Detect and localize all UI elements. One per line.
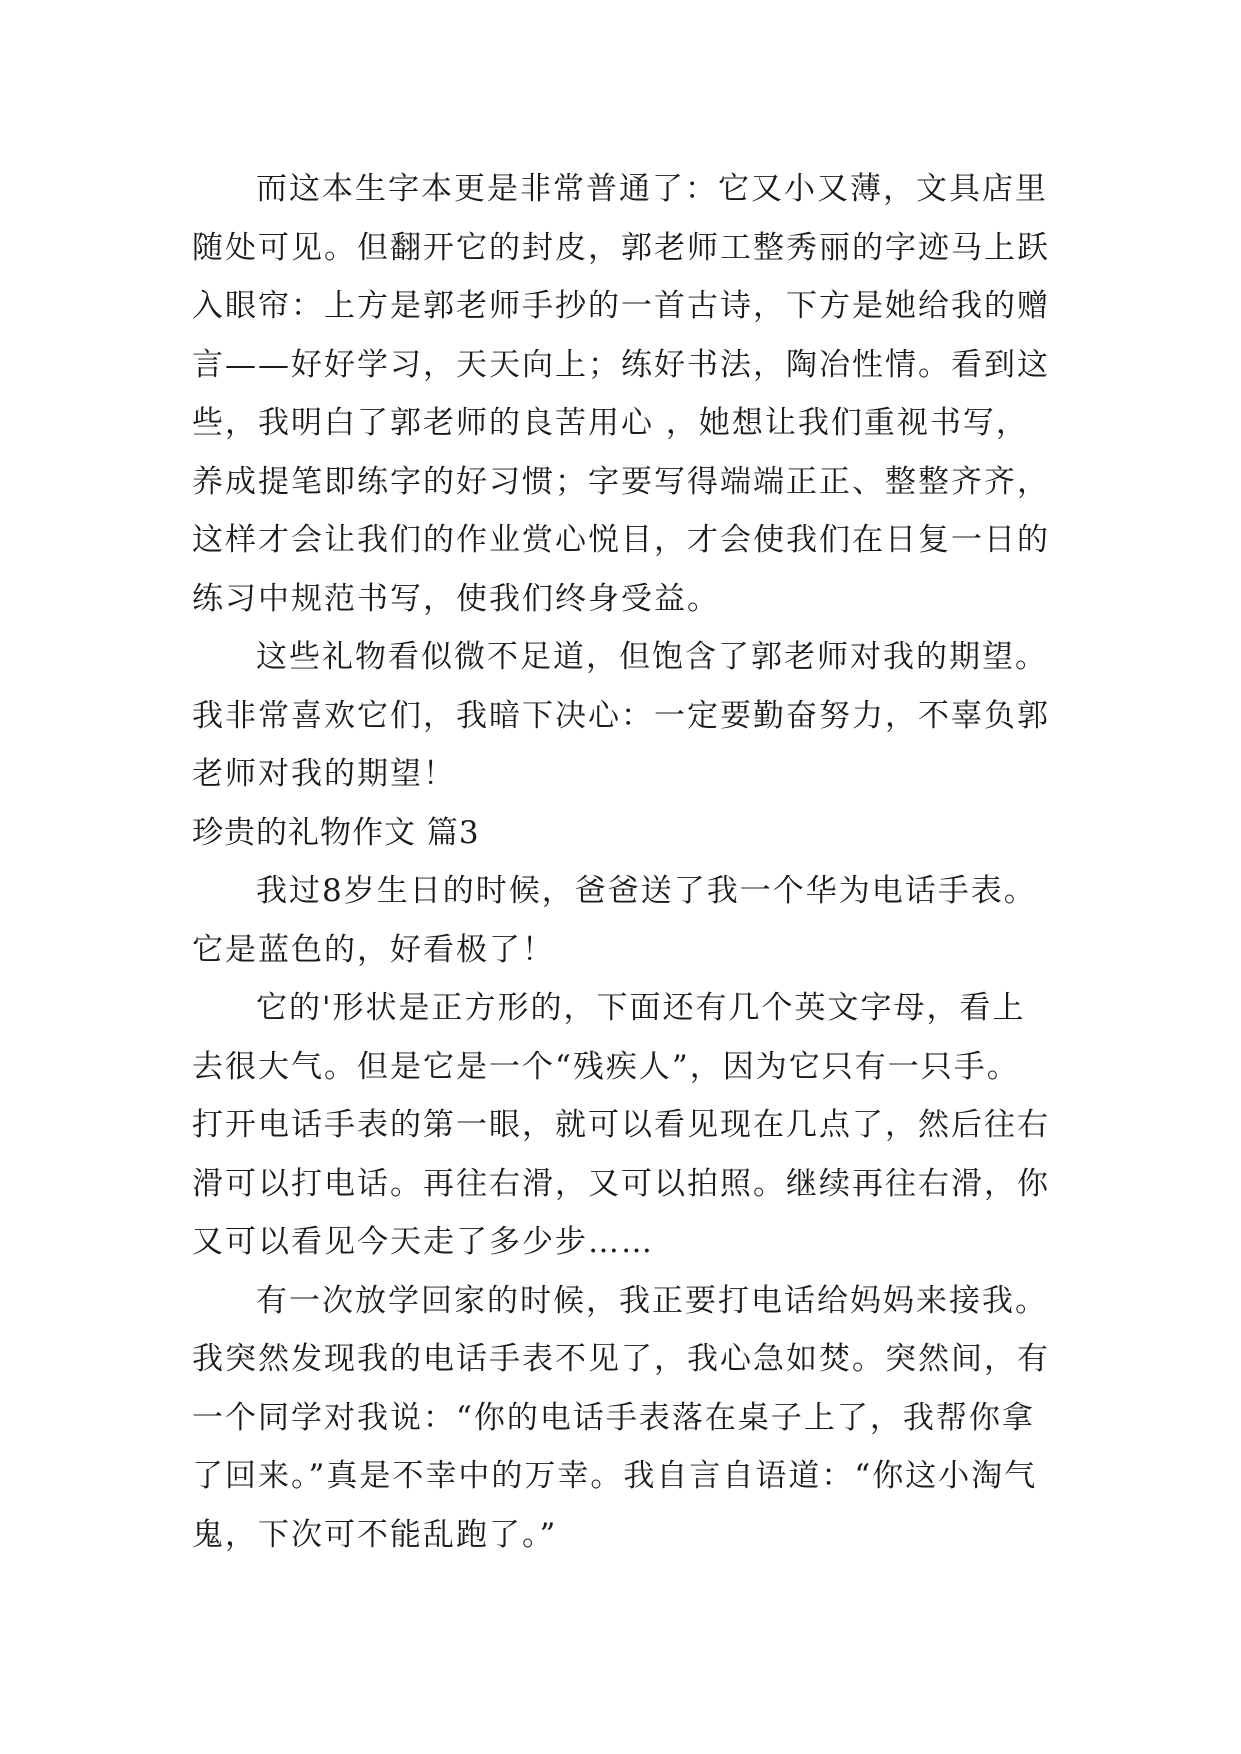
text-line: 言——好好学习，天天向上；练好书法，陶冶性情。看到这 [192, 346, 1050, 383]
text-line: 我过8岁生日的时候，爸爸送了我一个华为电话手表。 [256, 873, 1037, 909]
text-line: 我突然发现我的电话手表不见了，我心急如焚。突然间，有 [192, 1341, 1050, 1377]
text-line: 而这本生字本更是非常普通了：它又小又薄，文具店里 [256, 171, 1048, 207]
text-line: 了回来。”真是不幸中的万幸。我自言自语道：“你这小淘气 [192, 1458, 1038, 1494]
section-heading: 珍贵的礼物作文 篇3 [192, 814, 480, 851]
text-line: 有一次放学回家的时候，我正要打电话给妈妈来接我。 [256, 1282, 1048, 1319]
text-line: 这样才会让我们的作业赏心悦目，才会使我们在日复一日的 [192, 522, 1050, 558]
text-line: 打开电话手表的第一眼，就可以看见现在几点了，然后往右 [192, 1107, 1050, 1143]
text-line: 练习中规范书写，使我们终身受益。 [192, 580, 720, 617]
text-line: 一个同学对我说：“你的电话手表落在桌子上了，我帮你拿 [192, 1399, 1035, 1436]
text-line: 滑可以打电话。再往右滑，又可以拍照。继续再往右滑，你 [192, 1165, 1050, 1202]
text-line: 我非常喜欢它们，我暗下决心：一定要勤奋努力，不辜负郭 [192, 697, 1050, 734]
text-line: 鬼，下次可不能乱跑了。” [192, 1516, 558, 1553]
text-line: 这些礼物看似微不足道，但饱含了郭老师对我的期望。 [256, 639, 1048, 675]
text-line: 去很大气。但是它是一个“残疾人”，因为它只有一只手。 [192, 1048, 1020, 1085]
text-line: 老师对我的期望！ [192, 756, 456, 792]
text-line: 养成提笔即练字的好习惯；字要写得端端正正、整整齐齐， [192, 463, 1050, 500]
document-body [192, 160, 1062, 1564]
text-line: 它的'形状是正方形的，下面还有几个英文字母，看上 [256, 990, 1026, 1026]
text-line: 随处可见。但翻开它的封皮，郭老师工整秀丽的字迹马上跃 [192, 229, 1050, 266]
text-line: 又可以看见今天走了多少步…… [192, 1224, 654, 1260]
text-line: 入眼帘：上方是郭老师手抄的一首古诗，下方是她给我的赠 [192, 288, 1050, 324]
text-line: 它是蓝色的，好看极了！ [192, 931, 555, 968]
text-line: 些，我明白了郭老师的良苦用心 ，她想让我们重视书写， [192, 405, 1029, 441]
